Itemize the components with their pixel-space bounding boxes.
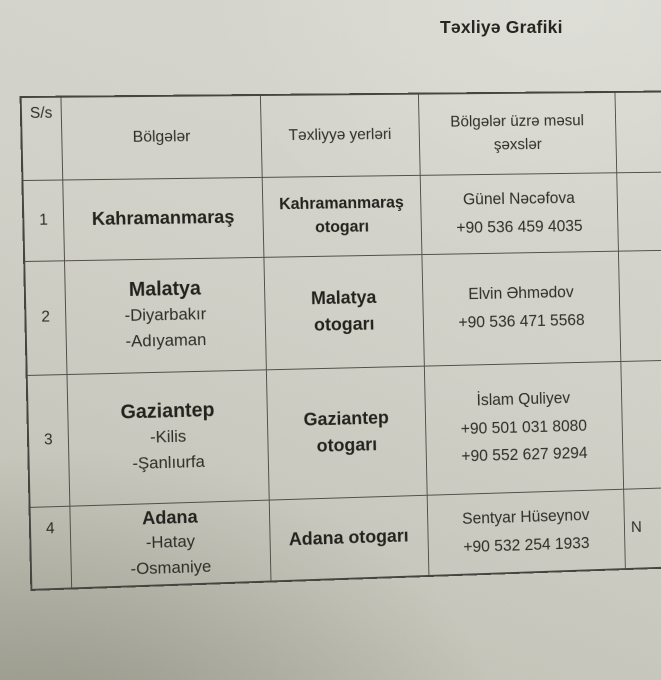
contact-cell — [424, 361, 623, 495]
header-extra — [614, 91, 661, 172]
contact-phone: +90 552 627 9294 — [461, 444, 588, 466]
region-cell — [62, 177, 263, 260]
row-number: 2 — [24, 260, 66, 375]
contact-phone: +90 536 471 5568 — [458, 311, 585, 332]
note-cell — [620, 359, 661, 489]
header-evacuation-places: Təxliyyə yerləri — [260, 94, 420, 177]
table-row — [22, 171, 661, 261]
sub-region: -Hatay — [145, 531, 196, 553]
contact-phone: +90 532 254 1933 — [463, 534, 590, 557]
place-line: otogarı — [313, 312, 375, 335]
contact-name: Sentyar Hüseynov — [461, 506, 590, 529]
sub-region: -Adıyaman — [125, 330, 207, 351]
table — [20, 90, 661, 591]
place-line: otogarı — [314, 217, 370, 236]
evacuation-place-cell — [263, 254, 423, 369]
sub-region: -Şanlıurfa — [132, 452, 206, 473]
sub-region: -Osmaniye — [130, 557, 212, 579]
region-name: Gaziantep — [120, 398, 215, 424]
contact-cell — [421, 251, 620, 366]
place-line: otogarı — [316, 433, 378, 456]
place-line: Gaziantep — [303, 406, 390, 430]
header-responsible-persons: Bölgələr üzrə məsul şəxslər — [418, 92, 616, 175]
row-number: 3 — [27, 374, 70, 507]
contact-phone: +90 536 459 4035 — [456, 216, 583, 237]
region-name: Kahramanmaraş — [91, 206, 235, 230]
place-line: Kahramanmaraş — [278, 193, 404, 213]
region-cell — [64, 257, 266, 374]
region-name: Adana — [141, 505, 198, 529]
table-row — [24, 249, 661, 375]
row-number: 4 — [30, 506, 72, 590]
evacuation-place-cell — [269, 495, 429, 582]
place-line: Malatya — [310, 286, 377, 309]
contact-phone: +90 501 031 8080 — [460, 416, 588, 438]
note-cell — [618, 249, 661, 361]
table-row — [27, 359, 661, 507]
region-name: Malatya — [128, 277, 202, 301]
header-serial-number: S/s — [21, 97, 63, 180]
contact-cell — [427, 489, 625, 576]
region-cell — [66, 369, 268, 505]
contact-name: İslam Quliyev — [476, 389, 571, 409]
place-line: Adana otogarı — [288, 524, 409, 550]
contact-cell — [420, 172, 618, 254]
sub-region: -Diyarbakır — [124, 304, 207, 325]
note-cell — [616, 171, 661, 250]
header-regions: Bölgələr — [60, 95, 261, 180]
evacuation-schedule-table — [20, 90, 661, 591]
row-number: 1 — [22, 180, 64, 261]
sub-region: -Kilis — [149, 426, 187, 447]
evacuation-place-cell — [262, 175, 422, 257]
note-cell: N — [623, 486, 661, 569]
region-cell — [69, 500, 270, 589]
evacuation-place-cell — [266, 366, 427, 500]
document-title: Təxliyə Grafiki — [440, 17, 563, 37]
header-row — [21, 91, 661, 180]
contact-name: Günel Nəcəfova — [462, 188, 575, 209]
contact-name: Elvin Əhmədov — [468, 283, 574, 304]
